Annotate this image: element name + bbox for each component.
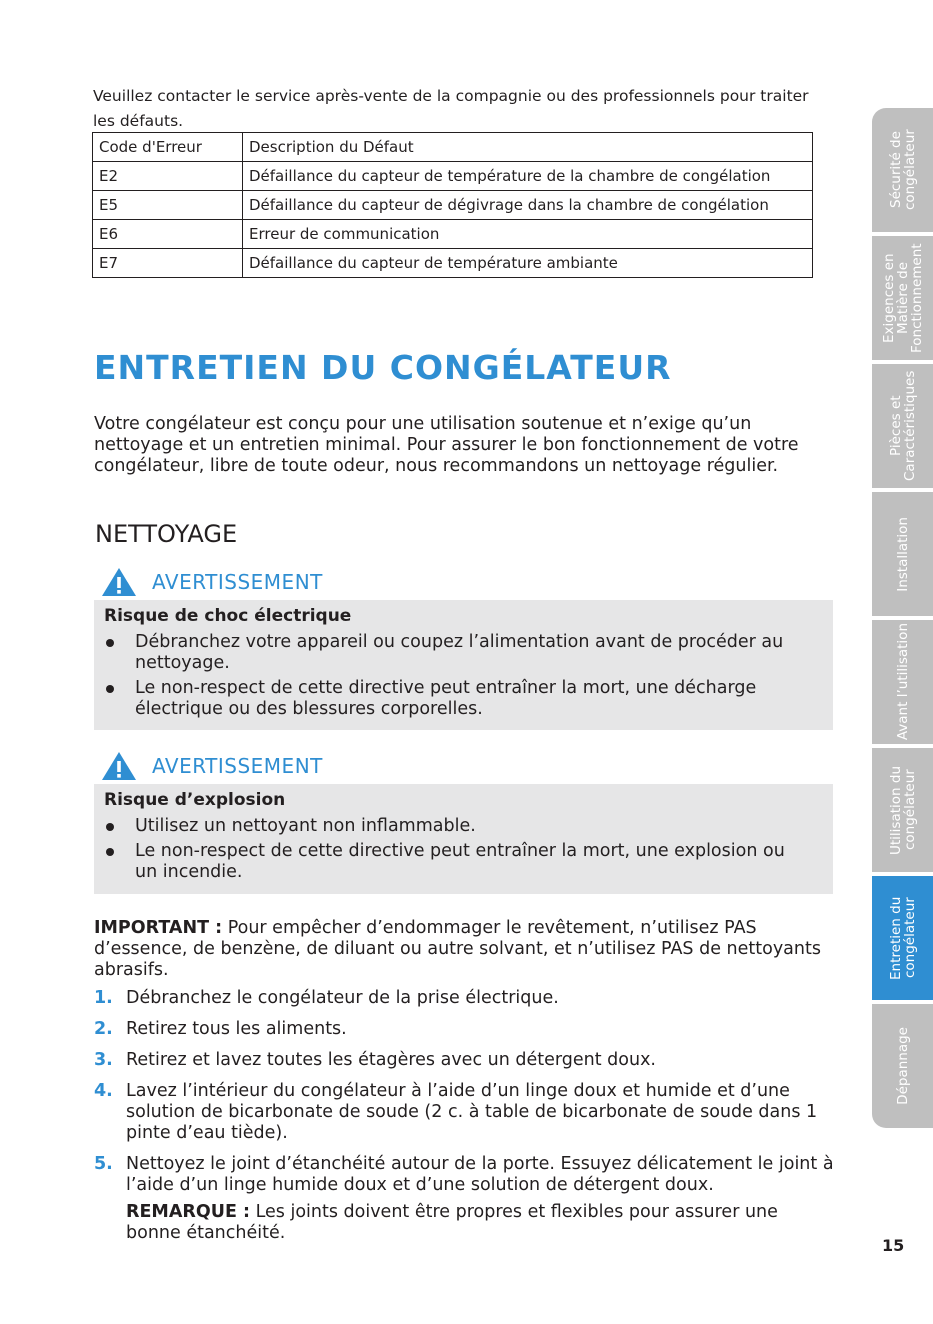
warning-label: AVERTISSEMENT (152, 754, 323, 778)
warning-header (100, 566, 323, 598)
table-cell: E2 (93, 162, 243, 191)
bullet-icon (106, 823, 114, 831)
tab-utilisation[interactable]: Utilisation du congélateur (872, 748, 933, 872)
warning-box (94, 784, 833, 894)
list-item: Débranchez votre appareil ou coupez l’alimentation avant de procéder au nettoyage. (94, 632, 795, 674)
error-code-table (92, 132, 813, 278)
table-header-cell: Code d'Erreur (93, 133, 243, 162)
warning-header (100, 750, 323, 782)
list-item (94, 1019, 834, 1040)
table-row (93, 191, 813, 220)
table-row (93, 249, 813, 278)
warning-risk: Risque de choc électrique (104, 606, 352, 626)
warning-list (94, 632, 833, 720)
tab-installation[interactable]: Installation (872, 492, 933, 616)
step-number: 3. (94, 1050, 113, 1070)
table-header-row (93, 133, 813, 162)
step-text: Lavez l’intérieur du congélateur à l’aide d’un linge doux et humide et d’une solution de bicarbonate de soude (2 c. à table de bicarbonate de soude dans 1 pinte d’eau tiède). (126, 1081, 818, 1143)
note (126, 1202, 834, 1244)
list-item: Le non-respect de cette directive peut entraîner la mort, une explosion ou un incendie. (94, 841, 795, 883)
list-item (94, 1050, 834, 1071)
page-title: ENTRETIEN DU CONGÉLATEUR (94, 348, 672, 387)
table-row (93, 162, 813, 191)
important-notice (94, 918, 836, 981)
table-cell: Défaillance du capteur de température ambiante (243, 249, 813, 278)
tab-securite[interactable]: Sécurité de congélateur (872, 108, 933, 232)
tab-depannage[interactable]: Dépannage (872, 1004, 933, 1128)
tab-entretien[interactable]: Entretien du congélateur (872, 876, 933, 1000)
step-text: Retirez et lavez toutes les étagères avec un détergent doux. (126, 1050, 656, 1070)
bullet-icon (106, 639, 114, 647)
table-cell: Défaillance du capteur de dégivrage dans la chambre de congélation (243, 191, 813, 220)
warning-risk: Risque d’explosion (104, 790, 286, 810)
warning-triangle-icon (100, 566, 138, 598)
warning-list (94, 816, 833, 883)
intro-paragraph: Votre congélateur est conçu pour une utilisation soutenue et n’exige qu’un nettoyage et un entretien minimal. Pour assurer le bon fonctionnement de votre congélateur, libre de toute odeur, nous recommandons un nettoyage régulier. (94, 414, 799, 476)
step-number: 1. (94, 988, 113, 1008)
table-cell: E6 (93, 220, 243, 249)
important-text: Pour empêcher d’endommager le revêtement, n’utilisez PAS d’essence, de benzène, de diluant ou autre solvant, et n’utilisez PAS de nettoyants abrasifs. (94, 918, 821, 980)
step-number: 2. (94, 1019, 113, 1039)
step-number: 4. (94, 1081, 113, 1101)
tab-pieces[interactable]: Pièces et Caractéristiques (872, 364, 933, 488)
step-text: Retirez tous les aliments. (126, 1019, 347, 1039)
table-row (93, 220, 813, 249)
note-text: Les joints doivent être propres et flexibles pour assurer une bonne étanchéité. (126, 1202, 778, 1243)
list-item: Utilisez un nettoyant non inflammable. (94, 816, 795, 837)
warning-box (94, 600, 833, 730)
step-text: Nettoyez le joint d’étanchéité autour de la porte. Essuyez délicatement le joint à l’aide d’un linge humide doux et d’une solution de détergent doux. (126, 1154, 834, 1195)
list-item (94, 1154, 834, 1244)
note-label: REMARQUE : (126, 1202, 250, 1222)
table-header-cell: Description du Défaut (243, 133, 813, 162)
section-title: NETTOYAGE (95, 520, 238, 548)
bullet-icon (106, 848, 114, 856)
tab-avant-utilisation[interactable]: Avant l’utilisation (872, 620, 933, 744)
list-item (94, 988, 834, 1009)
list-item (94, 1081, 834, 1144)
table-cell: Erreur de communication (243, 220, 813, 249)
step-text: Débranchez le congélateur de la prise électrique. (126, 988, 559, 1008)
warning-label: AVERTISSEMENT (152, 570, 323, 594)
table-cell: E7 (93, 249, 243, 278)
intro-text: Veuillez contacter le service après-vente de la compagnie ou des professionnels pour traiter les défauts. (93, 87, 809, 130)
step-number: 5. (94, 1154, 113, 1174)
page-number: 15 (882, 1236, 905, 1255)
table-cell: E5 (93, 191, 243, 220)
important-label: IMPORTANT : (94, 918, 223, 938)
warning-triangle-icon (100, 750, 138, 782)
cleaning-steps (94, 988, 834, 1254)
bullet-icon (106, 685, 114, 693)
table-cell: Défaillance du capteur de température de la chambre de congélation (243, 162, 813, 191)
tab-exigences[interactable]: Exigences en Matière de Fonctionnement (872, 236, 933, 360)
list-item: Le non-respect de cette directive peut entraîner la mort, une décharge électrique ou des blessures corporelles. (94, 678, 795, 720)
